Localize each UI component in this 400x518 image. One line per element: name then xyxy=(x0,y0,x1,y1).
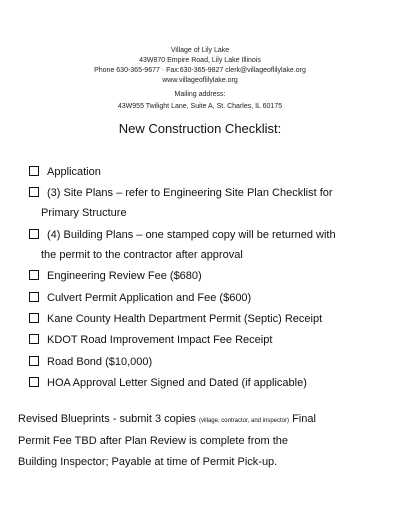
street-address: 43W870 Empire Road, Lily Lake Illinois xyxy=(139,57,261,64)
item-label-continued: the permit to the contractor after approval xyxy=(41,249,243,261)
footer-line-3: Building Inspector; Payable at time of Permit Pick-up. xyxy=(18,456,278,468)
footer-text: Revised Blueprints - submit 3 copies xyxy=(18,413,199,425)
item-label: Engineering Review Fee ($680) xyxy=(47,270,202,282)
org-name: Village of Lily Lake xyxy=(170,47,230,54)
checkbox[interactable] xyxy=(29,166,39,176)
item-label-continued: Primary Structure xyxy=(41,207,127,219)
item-label: Application xyxy=(47,166,101,178)
mailing-address: 43W955 Twilight Lane, Suite A, St. Charles, IL 60175 xyxy=(117,103,283,110)
checklist-item xyxy=(29,186,379,200)
footer-line-2: Permit Fee TBD after Plan Review is complete from the xyxy=(18,435,289,447)
checkbox[interactable] xyxy=(29,334,39,344)
item-label: KDOT Road Improvement Impact Fee Receipt xyxy=(47,334,273,346)
checkbox[interactable] xyxy=(29,187,39,197)
checkbox[interactable] xyxy=(29,270,39,280)
footer-text: Final xyxy=(289,413,316,425)
item-label: (4) Building Plans – one stamped copy will be returned with xyxy=(47,229,336,241)
contact-line: Phone 630-365-9677 · Fax:630-365-9827 clerk@villageoflilylake.org xyxy=(94,67,306,74)
checkbox[interactable] xyxy=(29,356,39,366)
page-title: New Construction Checklist: xyxy=(118,121,282,136)
checkbox[interactable] xyxy=(29,377,39,387)
checkbox[interactable] xyxy=(29,292,39,302)
footer-copies-note: (village, contractor, and inspector) xyxy=(198,418,290,424)
footer-line-1 xyxy=(18,413,316,425)
item-label: Road Bond ($10,000) xyxy=(47,356,153,368)
checkbox[interactable] xyxy=(29,313,39,323)
checklist-item xyxy=(29,355,379,369)
checklist-item xyxy=(29,333,379,347)
checklist-item xyxy=(29,165,379,179)
checklist-item xyxy=(29,312,379,326)
item-label: (3) Site Plans – refer to Engineering Site Plan Checklist for xyxy=(47,187,333,199)
mailing-label: Mailing address: xyxy=(174,91,226,98)
item-label: HOA Approval Letter Signed and Dated (if applicable) xyxy=(47,377,307,389)
checklist-item xyxy=(29,228,379,242)
checklist-item xyxy=(29,269,379,283)
website: www.villageoflilylake.org xyxy=(162,77,238,84)
checkbox[interactable] xyxy=(29,229,39,239)
item-label: Kane County Health Department Permit (Septic) Receipt xyxy=(47,313,323,325)
item-label: Culvert Permit Application and Fee ($600) xyxy=(47,292,252,304)
checklist-item xyxy=(29,291,379,305)
letterhead xyxy=(0,46,400,86)
checklist-item xyxy=(29,376,379,390)
